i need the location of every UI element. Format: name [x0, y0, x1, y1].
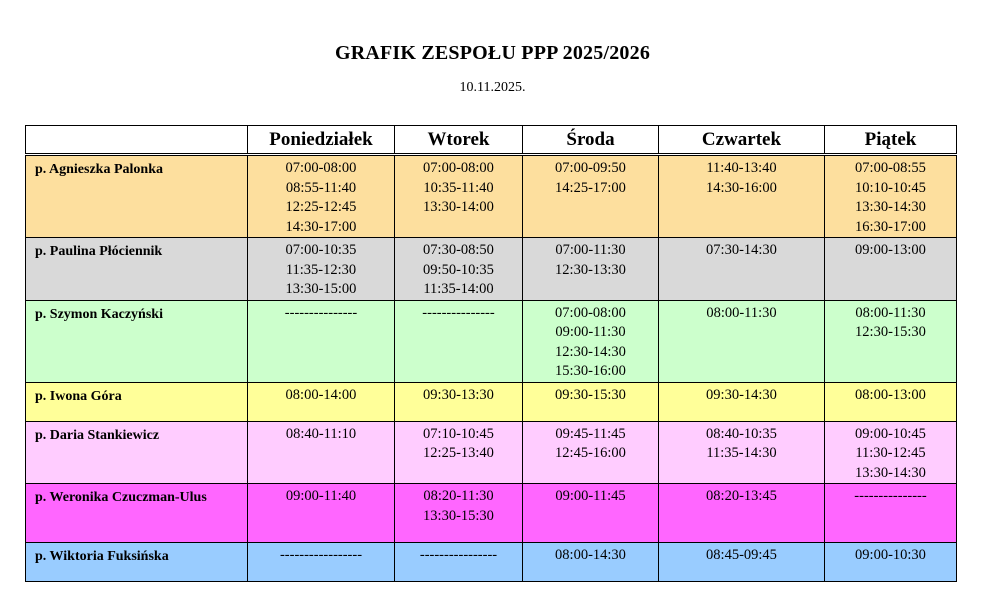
time-slot: 09:30-13:30	[423, 386, 494, 403]
time-slot: 09:00-13:00	[855, 242, 926, 258]
schedule-cell	[523, 155, 659, 238]
table-row	[26, 421, 957, 484]
staff-name: p. Daria Stankiewicz	[26, 421, 248, 484]
time-slot: 09:45-11:45	[555, 425, 626, 442]
time-slot: 08:40-10:35	[706, 425, 777, 442]
schedule-table	[25, 125, 957, 582]
schedule-cell	[659, 300, 825, 382]
page-title: GRAFIK ZESPOŁU PPP 2025/2026	[334, 42, 651, 64]
time-slot: 08:55-11:40	[285, 179, 357, 196]
time-slot: 10:35-11:40	[423, 179, 494, 196]
time-slot: 12:30-15:30	[855, 324, 926, 340]
time-slot: 07:30-08:50	[423, 242, 494, 258]
time-slot: 09:00-11:45	[555, 488, 626, 504]
table-row	[26, 543, 957, 582]
time-slot: 09:00-10:30	[855, 547, 926, 563]
time-slot: ---------------	[422, 304, 495, 321]
staff-name: p. Agnieszka Palonka	[26, 155, 248, 238]
time-slot: 12:30-14:30	[555, 343, 626, 360]
schedule-cell	[523, 421, 659, 484]
schedule-cell	[659, 382, 825, 421]
table-row	[26, 382, 957, 421]
schedule-cell	[248, 300, 395, 382]
time-slot: -----------------	[279, 547, 363, 563]
time-slot: 09:30-15:30	[555, 386, 626, 403]
schedule-cell	[659, 421, 825, 484]
time-slot: 08:00-14:30	[555, 547, 626, 563]
schedule-cell	[395, 155, 523, 238]
time-slot: 13:30-14:30	[855, 464, 926, 481]
staff-name: p. Paulina Płóciennik	[26, 238, 248, 301]
time-slot: 12:45-16:00	[555, 445, 626, 461]
time-slot: 09:00-10:45	[855, 425, 926, 442]
time-slot: ---------------	[854, 488, 927, 504]
corner-cell	[26, 126, 248, 155]
schedule-cell	[248, 155, 395, 238]
day-header: Czwartek	[659, 126, 825, 155]
day-header: Środa	[523, 126, 659, 155]
schedule-cell	[523, 484, 659, 543]
time-slot: 11:35-12:30	[285, 261, 357, 278]
time-slot: 08:45-09:45	[706, 547, 777, 563]
day-header: Piątek	[825, 126, 957, 155]
time-slot: 11:30-12:45	[855, 445, 926, 461]
time-slot: 10:10-10:45	[855, 179, 926, 196]
time-slot: 13:30-14:30	[855, 199, 926, 215]
schedule-cell	[825, 543, 957, 582]
schedule-cell	[248, 484, 395, 543]
day-header: Poniedziałek	[248, 126, 395, 155]
table-row	[26, 300, 957, 382]
time-slot: 07:00-09:50	[555, 160, 626, 176]
staff-name: p. Wiktoria Fuksińska	[26, 543, 248, 582]
schedule-date: 10.11.2025.	[459, 80, 526, 95]
day-header: Wtorek	[395, 126, 523, 155]
schedule-cell	[825, 382, 957, 421]
time-slot: 14:30-16:00	[706, 179, 777, 196]
time-slot: 07:00-10:35	[285, 242, 357, 258]
time-slot: 08:00-11:30	[706, 304, 777, 321]
time-slot: 08:40-11:10	[285, 425, 357, 442]
schedule-cell	[395, 300, 523, 382]
time-slot: 12:25-13:40	[423, 445, 494, 461]
schedule-cell	[523, 382, 659, 421]
schedule-cell	[248, 421, 395, 484]
table-row	[26, 484, 957, 543]
schedule-cell	[825, 300, 957, 382]
schedule-cell	[825, 155, 957, 238]
time-slot: 13:30-14:00	[423, 199, 494, 215]
time-slot: 11:35-14:30	[706, 445, 777, 461]
time-slot: 08:00-13:00	[855, 386, 926, 403]
time-slot: 07:00-08:00	[423, 160, 494, 176]
schedule-cell	[248, 382, 395, 421]
schedule-cell	[395, 484, 523, 543]
time-slot: 13:30-15:00	[285, 281, 357, 297]
time-slot: 11:40-13:40	[706, 160, 777, 176]
schedule-cell	[523, 238, 659, 301]
schedule-cell	[248, 238, 395, 301]
schedule-cell	[659, 484, 825, 543]
schedule-cell	[523, 300, 659, 382]
time-slot: 09:00-11:30	[555, 324, 626, 340]
time-slot: ----------------	[419, 547, 498, 563]
schedule-cell	[659, 238, 825, 301]
staff-name: p. Weronika Czuczman-Ulus	[26, 484, 248, 543]
schedule-cell	[825, 421, 957, 484]
table-row	[26, 238, 957, 301]
schedule-cell	[825, 484, 957, 543]
time-slot: 07:00-08:55	[855, 160, 926, 176]
time-slot: 09:30-14:30	[706, 386, 777, 403]
schedule-body	[26, 155, 957, 582]
time-slot: 08:00-14:00	[285, 386, 357, 403]
time-slot: 07:00-08:00	[555, 304, 626, 321]
time-slot: ---------------	[284, 304, 358, 321]
time-slot: 14:25-17:00	[555, 179, 626, 196]
schedule-cell	[659, 543, 825, 582]
time-slot: 08:00-11:30	[855, 304, 926, 321]
time-slot: 09:50-10:35	[423, 261, 494, 278]
time-slot: 08:20-13:45	[706, 488, 777, 504]
schedule-cell	[395, 421, 523, 484]
staff-name: p. Iwona Góra	[26, 382, 248, 421]
time-slot: 14:30-17:00	[285, 218, 357, 235]
time-slot: 07:30-14:30	[706, 242, 777, 258]
schedule-cell	[825, 238, 957, 301]
time-slot: 09:00-11:40	[285, 488, 357, 504]
staff-name: p. Szymon Kaczyński	[26, 300, 248, 382]
schedule-cell	[395, 238, 523, 301]
time-slot: 15:30-16:00	[555, 363, 626, 379]
time-slot: 12:25-12:45	[285, 199, 357, 215]
schedule-cell	[659, 155, 825, 238]
header-row	[26, 126, 957, 155]
schedule-cell	[248, 543, 395, 582]
schedule-cell	[395, 543, 523, 582]
time-slot: 07:00-08:00	[285, 160, 357, 176]
time-slot: 08:20-11:30	[423, 488, 494, 504]
time-slot: 07:10-10:45	[423, 425, 494, 442]
time-slot: 11:35-14:00	[423, 281, 494, 297]
schedule-cell	[523, 543, 659, 582]
time-slot: 13:30-15:30	[423, 507, 494, 524]
time-slot: 07:00-11:30	[555, 242, 626, 258]
schedule-cell	[395, 382, 523, 421]
table-row	[26, 155, 957, 238]
time-slot: 12:30-13:30	[555, 261, 626, 278]
time-slot: 16:30-17:00	[855, 218, 926, 235]
